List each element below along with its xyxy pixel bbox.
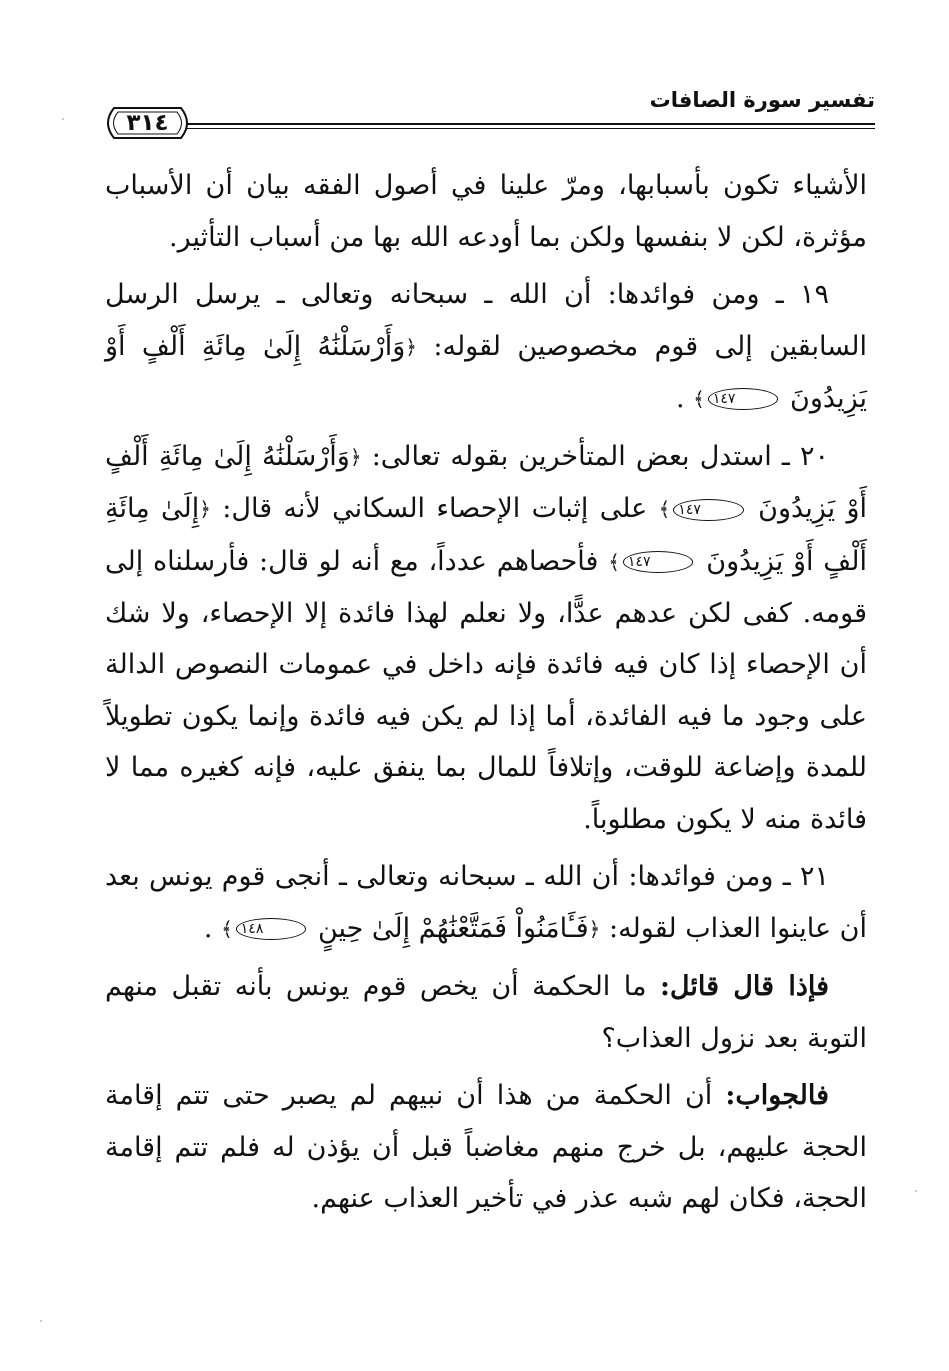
paragraph-20-text-b: على إثبات الإحصاء السكاني لأنه قال:: [222, 493, 648, 525]
paragraph-21-end: .: [203, 912, 213, 944]
ayah-number-badge: ١٤٧: [673, 499, 744, 521]
paragraph-1: [105, 160, 867, 263]
answer-lead: فالجواب:: [725, 1080, 829, 1111]
ayah-number-badge: ١٤٨: [236, 918, 307, 940]
verse-open-brace: ﴿: [405, 334, 418, 359]
paragraph-19-text: ١٩ ـ ومن فوائدها: أن الله ـ سبحانه وتعالى ـ يرسل الرسل السابقين إلى قوم مخصوصين لقوله:: [105, 279, 867, 362]
verse-close-brace: ﴾: [693, 386, 705, 411]
question-lead: فإذا قال قائل:: [659, 971, 829, 1002]
verse-close-brace: ﴾: [608, 549, 620, 574]
question-paragraph: [105, 961, 867, 1064]
verse-open-brace: ﴿: [199, 497, 211, 521]
ayah-number-badge: ١٤٧: [623, 551, 694, 573]
quran-verse: إِلَىٰ مِائَةِ أَلْفٍ أَوْ يَزِيدُونَ: [105, 493, 867, 577]
paragraph-21-text: ٢١ ـ ومن فوائدها: أن الله ـ سبحانه وتعالى ـ أنجى قوم يونس بعد أن عاينوا العذاب لقوله:: [105, 861, 867, 944]
quran-verse: فَـَٔامَنُواْ فَمَتَّعْنَٰهُمْ إِلَىٰ حِينٍ: [317, 912, 589, 944]
paragraph-19-end: .: [675, 382, 685, 414]
header-rule-thin: [186, 128, 875, 129]
quran-verse: وَأَرْسَلْنَٰهُ إِلَىٰ مِائَةِ أَلْفٍ أَوْ يَزِيدُونَ: [105, 330, 867, 414]
question-text: ما الحكمة أن يخص قوم يونس بأنه تقبل منهم التوبة بعد نزول العذاب؟: [105, 971, 867, 1054]
verse-open-brace: ﴿: [349, 444, 362, 469]
paragraph-21: [105, 851, 867, 955]
answer-text: أن الحكمة من هذا أن نبيهم لم يصبر حتى تتم إقامة الحجة عليهم، بل خرج منهم مغاضباً قبل أن يؤذن له فلم تتم إقامة الحجة، فكان لهم شبه عذر في تأخير العذاب عنهم.: [105, 1080, 867, 1214]
scan-speck: [40, 1320, 42, 1322]
paragraph-19: [105, 269, 867, 425]
verse-close-brace: ﴾: [221, 916, 233, 941]
page-body: [105, 160, 867, 1231]
paragraph-20-text-c: فأحصاهم عدداً، مع أنه لو قال: فأرسلناه إلى قومه. كفى لكن عدهم عدًّا، ولا نعلم لهذا فائدة إلا الإحصاء، ولا شك أن الإحصاء إذا كان فيه فائدة فإنه داخل في عمومات النصوص الدالة على وجود ما فيه الفائدة، أما إذا لم يكن فيه فائدة وإنما يكون تطويلاً للمدة وإضاعة للوقت، وإتلافاً للمال بما ينفق عليه، فإنه كغيره مما لا فائدة منه لا يكون مطلوباً.: [105, 545, 867, 835]
ayah-number-badge: ١٤٧: [708, 388, 779, 410]
paragraph-20-text-a: ٢٠ ـ استدل بعض المتأخرين بقوله تعالى:: [371, 441, 829, 472]
verse-close-brace: ﴾: [658, 497, 671, 521]
running-title: تفسير سورة الصافات: [649, 88, 875, 112]
quran-verse: وَأَرْسَلْنَٰهُ إِلَىٰ مِائَةِ أَلْفٍ أَوْ يَزِيدُونَ: [105, 441, 867, 525]
scan-speck: [62, 118, 64, 120]
verse-open-brace: ﴿: [588, 916, 601, 941]
paragraph-20: [105, 431, 867, 845]
header-rule-thick: [186, 123, 875, 125]
paragraph-1-text: الأشياء تكون بأسبابها، ومرّ علينا في أصول الفقه بيان أن الأسباب مؤثرة، لكن لا بنفسها ولكن بما أودعه الله بها من أسباب التأثير.: [105, 170, 867, 253]
page-number: ٣١٤: [126, 110, 169, 136]
answer-paragraph: [105, 1070, 867, 1225]
page-header: [100, 80, 875, 160]
scan-speck: [915, 1190, 917, 1192]
